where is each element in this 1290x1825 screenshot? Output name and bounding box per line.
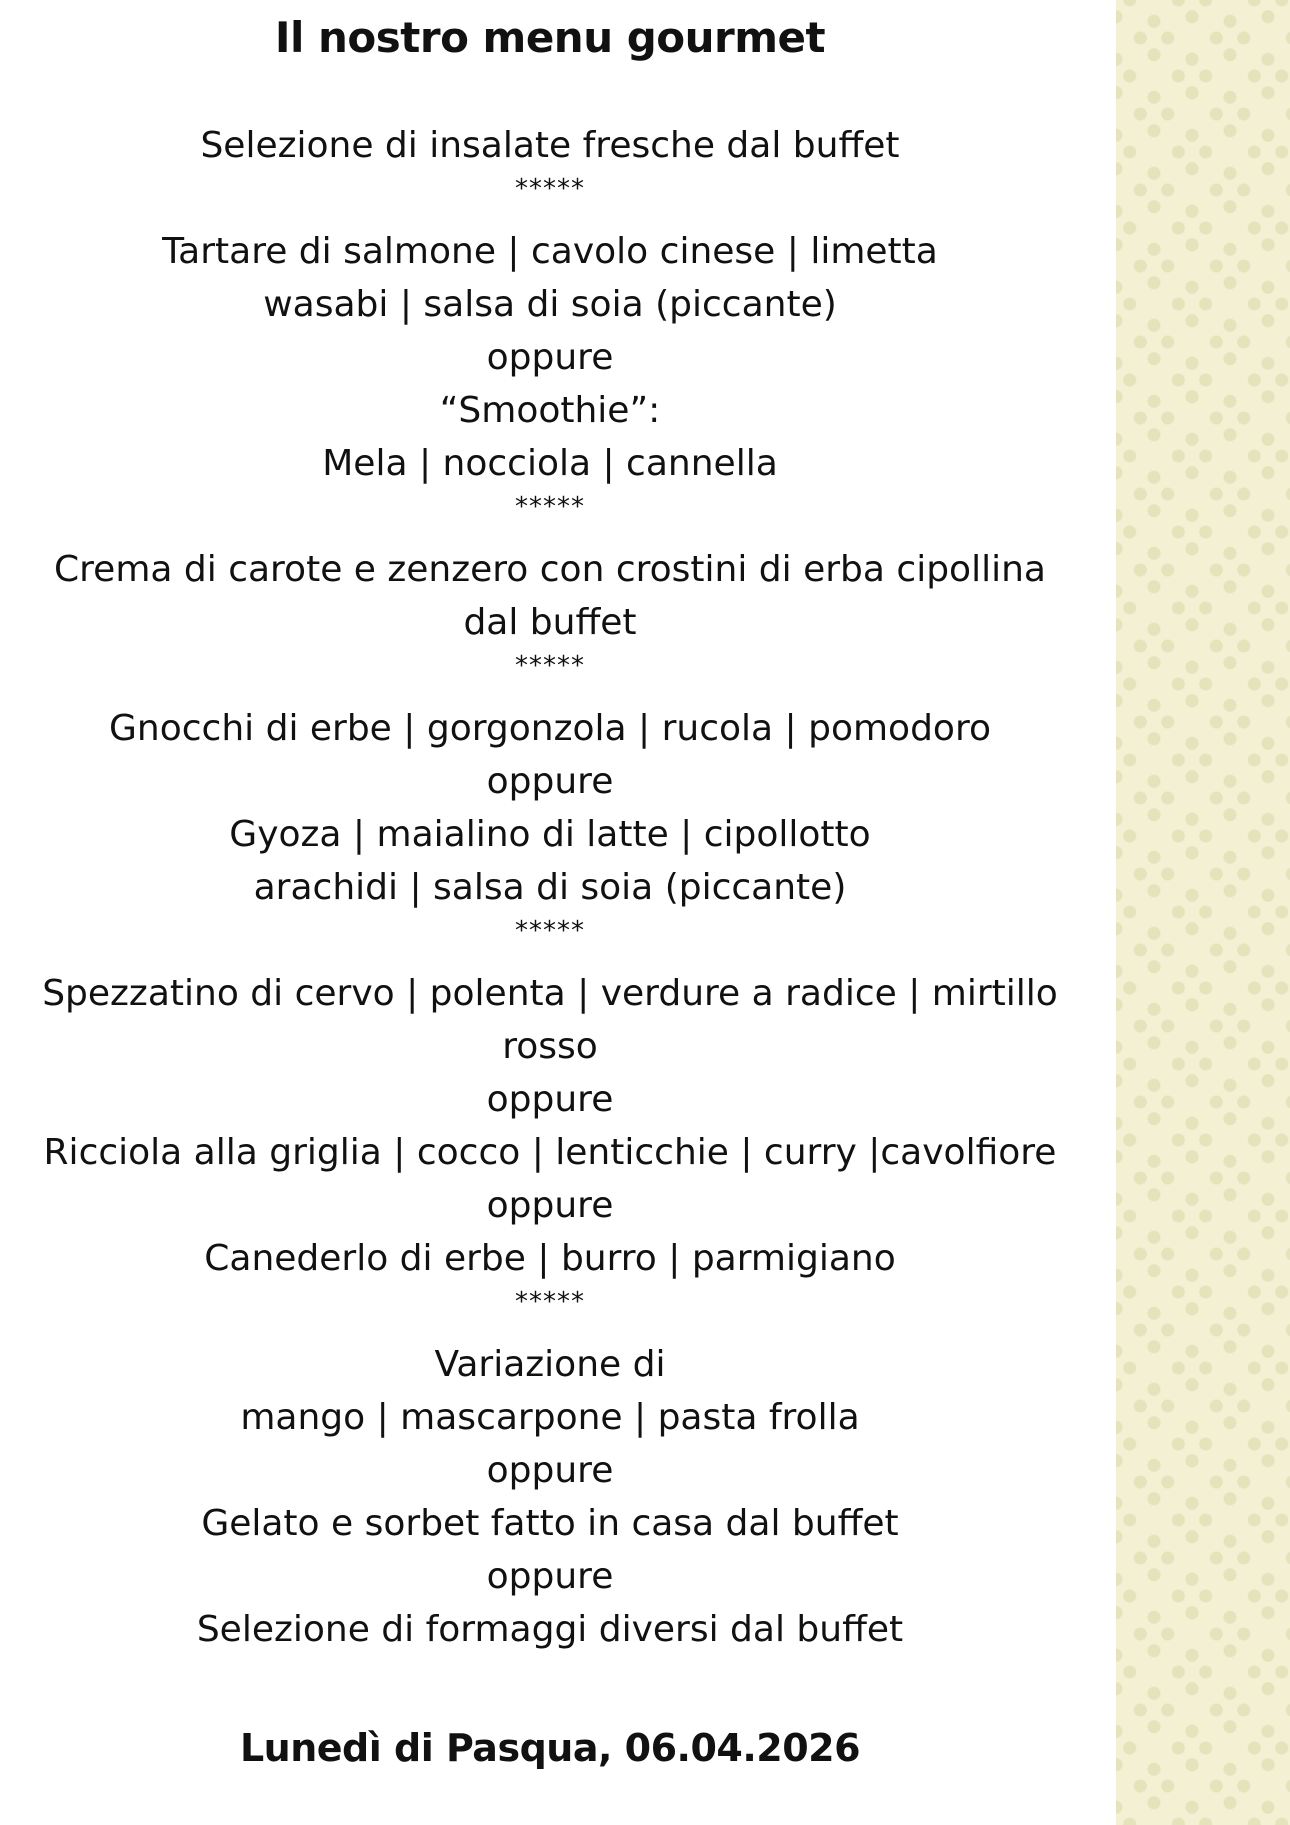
menu-line: Gnocchi di erbe | gorgonzola | rucola | pomodoro [109,708,991,749]
menu-line: Ricciola alla griglia | cocco | lenticchie | curry |cavolfiore [43,1132,1057,1173]
menu-line: dal buffet [463,602,637,643]
menu-line: Crema di carote e zenzero con crostini di erba cipollina [54,549,1046,590]
menu-line: Tartare di salmone | cavolo cinese | limetta [162,231,938,272]
course-separator: ***** [515,1287,585,1317]
menu-line: Gyoza | maialino di latte | cipollotto [229,814,871,855]
menu-lines [0,119,1100,1656]
menu-line: oppure [486,1185,614,1226]
menu-line: mango | mascarpone | pasta frolla [240,1397,860,1438]
menu-line: Spezzatino di cervo | polenta | verdure a radice | mirtillo [42,973,1058,1014]
course-separator: ***** [515,492,585,522]
menu-line: Variazione di [434,1344,666,1385]
menu-line: oppure [486,1556,614,1597]
menu-line: Canederlo di erbe | burro | parmigiano [204,1238,896,1279]
menu-line: oppure [486,1450,614,1491]
menu-title: Il nostro menu gourmet [274,13,826,62]
menu-line: rosso [502,1026,598,1067]
menu-line: oppure [486,1079,614,1120]
menu-line: Selezione di insalate fresche dal buffet [200,125,900,166]
menu-line: oppure [486,761,614,802]
menu-line: arachidi | salsa di soia (piccante) [253,867,847,908]
course-separator: ***** [515,174,585,204]
menu-line: oppure [486,337,614,378]
course-separator: ***** [515,916,585,946]
menu-line: “Smoothie”: [439,390,661,431]
menu-line: wasabi | salsa di soia (piccante) [263,284,837,325]
decorative-pattern-border [1116,0,1290,1825]
course-separator: ***** [515,651,585,681]
menu-line: Mela | nocciola | cannella [322,443,778,484]
menu-date: Lunedì di Pasqua, 06.04.2026 [239,1726,861,1770]
menu-line: Selezione di formaggi diversi dal buffet [196,1609,904,1650]
menu-line: Gelato e sorbet fatto in casa dal buffet [201,1503,899,1544]
